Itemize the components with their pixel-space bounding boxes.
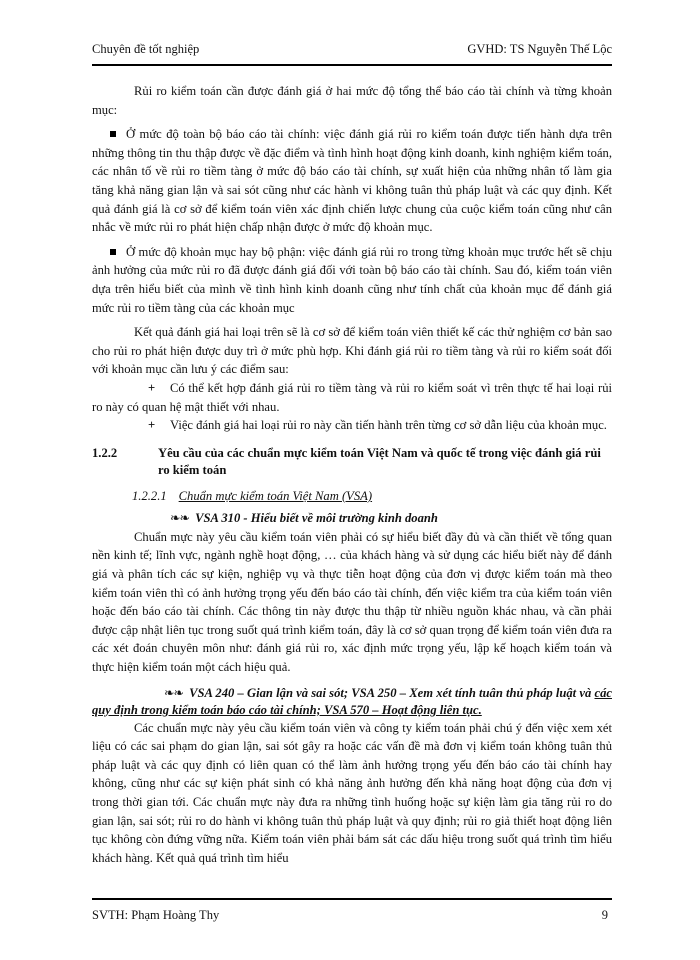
bullet-account-level <box>92 243 612 317</box>
page-body <box>92 82 612 867</box>
section-heading <box>92 445 612 479</box>
footer-author: SVTH: Phạm Hoàng Thy <box>92 908 220 922</box>
assessment-paragraph: Kết quả đánh giá hai loại trên sẽ là cơ sở để kiểm toán viên thiết kế các thử nghiệm cơ bản sao cho rủi ro phát hiện được duy trì ở mức phù hợp. Khi đánh giá rủi ro tiềm tàng và rủi ro kiểm soát đối với khoản mục cần lưu ý các điểm sau: <box>92 325 612 377</box>
section-title: Yêu cầu của các chuẩn mực kiểm toán Việt Nam và quốc tế trong việc đánh giá rủi ro kiểm toán <box>158 445 601 477</box>
square-bullet-icon <box>110 249 116 255</box>
plus-bullet-icon: + <box>148 380 156 395</box>
plus-item-1 <box>92 379 612 416</box>
fleuron-icon: ❧❧ <box>170 511 190 526</box>
vsa-310-title: VSA 310 - Hiểu biết về môi trường kinh doanh <box>195 511 438 526</box>
vsa-240-paragraph: Các chuẩn mực này yêu cầu kiểm toán viên và công ty kiểm toán phải chú ý đến việc xem xét liệu có các sai phạm do gian lận, sai sót gây ra hoặc các vấn đề mà đơn vị kiểm toán không tuân thủ pháp luật và các quy định có liên quan có thể làm ảnh hưởng trọng yếu đến báo cáo tài chính hay không, cũng như các sự kiện phát sinh có khả năng ảnh hưởng đến khả năng hoạt động của đơn vị trong thời gian tới. Các chuẩn mực này đưa ra những tình huống hoặc sự kiện làm gia tăng rủi ro do gian lận, sai sót; rủi ro do hành vi không tuân thủ pháp luật và quy định; rủi ro giả thiết hoạt động liên tục không còn đứng vững nữa. Kiểm toán viên phải bám sát các dấu hiệu trong suốt quá trình tìm hiểu khách hàng. Kết quả quá trình tìm hiểu <box>92 720 612 865</box>
section-number: 1.2.2 <box>92 445 118 460</box>
vsa-240-heading <box>92 685 612 719</box>
header-doc-type: Chuyên đề tốt nghiệp <box>92 42 200 56</box>
subsection-number: 1.2.2.1 <box>132 488 167 503</box>
page-number: 9 <box>601 908 608 922</box>
plus-bullet-icon: + <box>148 418 156 433</box>
page-header <box>92 42 612 66</box>
vsa-310-heading <box>92 509 612 528</box>
square-bullet-icon <box>110 131 116 137</box>
page-footer <box>92 898 612 928</box>
bullet-overall-text: Ở mức độ toàn bộ báo cáo tài chính: việc đánh giá rủi ro kiểm toán được tiến hành dựa trên những thông tin thu thập được về đặc điểm và tình hình hoạt động kinh doanh, kinh nghiệm kiểm toán, các nhân tố về rủi ro tiềm tàng ở mức độ báo cáo tài chính, sự xuất hiện của những nhân tố làm gia tăng khả năng gian lận và sai sót cũng như các hành vi không tuân thủ pháp luật và các quy định. Kết quả đánh giá là cơ sở để kiểm toán viên xác định chiến lược chung của cuộc kiểm toán cũng như cân nhắc về mức rủi ro phát hiện chấp nhận được ở mức độ khoản mục. <box>92 127 612 235</box>
subsection-title: Chuẩn mực kiểm toán Việt Nam (VSA) <box>178 488 373 503</box>
vsa-310-paragraph: Chuẩn mực này yêu cầu kiểm toán viên phải có sự hiểu biết đầy đủ và cần thiết về tổng quan nền kinh tế; lĩnh vực, ngành nghề hoạt động, … của khách hàng và sử dụng các hiểu biết này để đánh giá và phân tích các sự kiện, nghiệp vụ và thực tiễn hoạt động của đơn vị được kiểm toán mà theo kiểm toán viên thì có ảnh hưởng trọng yếu đến báo cáo tài chính, đến việc kiểm tra của kiểm toán viên hoặc đến báo cáo tài chính. Các thông tin này được thu thập từ nhiều nguồn khác nhau, và cần phải được cập nhật liên tục trong suốt quá trình kiểm toán, đây là cơ sở quan trọng để kiểm toán viên đưa ra các xét đoán chuyên môn như: đánh giá rủi ro, xác định mức trọng yếu, lập kế hoạch kiểm toán và thực hiện kiểm toán một cách hiệu quả. <box>92 529 612 675</box>
plus-item-2 <box>92 416 612 435</box>
subsection-heading <box>92 487 612 506</box>
bullet-overall-level <box>92 125 612 237</box>
vsa-240-title-line1: VSA 240 – Gian lận và sai sót; VSA 250 – Xem xét tính tuân thủ pháp luật và <box>189 685 592 700</box>
intro-paragraph: Rủi ro kiểm toán cần được đánh giá ở hai mức độ tổng thể báo cáo tài chính và từng khoản mục: <box>92 84 612 117</box>
header-supervisor: GVHD: TS Nguyễn Thế Lộc <box>467 42 612 56</box>
fleuron-icon: ❧❧ <box>164 685 184 700</box>
bullet-account-text: Ở mức độ khoản mục hay bộ phận: việc đánh giá rủi ro trong từng khoản mục trước hết sẽ chịu ảnh hưởng của mức rủi ro đã được đánh giá đối với toàn bộ báo cáo tài chính. Sau đó, kiểm toán viên dựa trên hiểu biết của mình về tình hình kinh doanh cũng như tính chất của khoản mục để đánh giá mức rủi ro tiềm tàng của các khoản mục <box>92 244 612 315</box>
vsa-240-title-line2: các quy định trong kiểm toán báo cáo tài chính; VSA 570 – Hoạt động liên tục. <box>92 685 612 717</box>
plus-item-1-text: Có thể kết hợp đánh giá rủi ro tiềm tàng và rủi ro kiểm soát vì trên thực tế hai loại rủi ro này có quan hệ mật thiết với nhau. <box>92 380 612 414</box>
plus-item-2-text: Việc đánh giá hai loại rủi ro này cần tiến hành trên từng cơ sở dẫn liệu của khoản mục. <box>170 418 607 433</box>
